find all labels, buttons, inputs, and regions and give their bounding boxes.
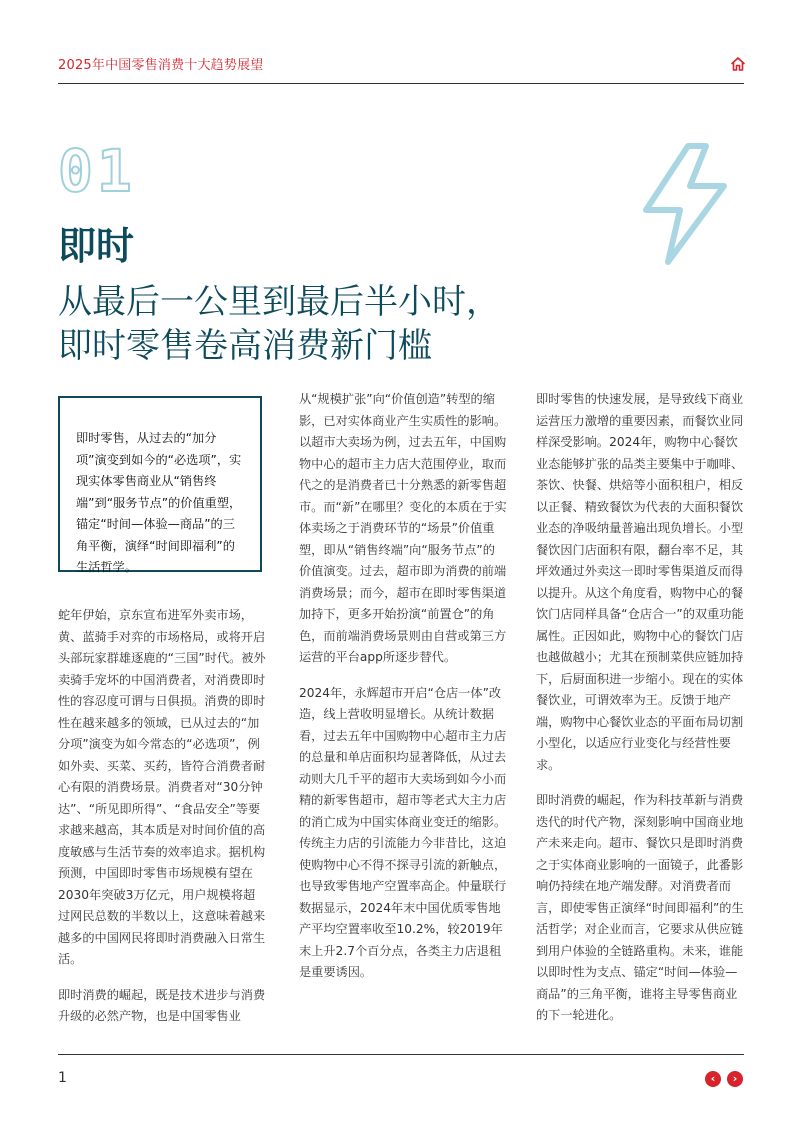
paragraph: 即时零售的快速发展，是导致线下商业运营压力激增的重要因素，而餐饮业同样深受影响。2024年，购物中心餐饮业态能够扩张的品类主要集中于咖啡、茶饮、快餐、烘焙等小面积租户，相反以正餐、精致餐饮为代表的大面积餐饮业态的净吸纳量普遍出现负增长。小型餐饮因门店面积有限，翻台率不足，其坪效通过外卖这一即时零售渠道反而得以提升。从这个角度看，购物中心的餐饮门店同样具备“仓店合一”的双重功能属性。正因如此，购物中心的餐饮门店也越做越小；尤其在预制菜供应链加持下，后厨面积进一步缩小。现在的实体餐饮业，可谓效率为王。反馈于地产端，购物中心餐饮业态的平面布局切割小型化，以适应行业变化与经营性要求。 [536,392,744,772]
paragraph: 即时消费的崛起，作为科技革新与消费迭代的时代产物，深刻影响中国商业地产未来走向。超市、餐饮只是即时消费之于实体商业影响的一面镜子，此番影响仍持续在地产端发酵。对消费者而言，即使零售正演绎“时间即福利”的生活哲学；对企业而言，它要求从供应链到用户体验的全链路重构。未来，谁能以即时性为支点、锚定“时间—体验—商品”的三角平衡，谁将主导零售商业的下一轮进化。 [536,793,744,1022]
previous-page-button[interactable]: ‹ [705,1071,721,1087]
lightning-bolt-icon [636,142,732,266]
paragraph: 从“规模扩张”向“价值创造”转型的缩影，已对实体商业产生实质性的影响。以超市大卖场为例，过去五年，中国购物中心的超市主力店大范围停业，取而代之的是消费者已十分熟悉的新零售超市。而“新”在哪里？变化的本质在于实体卖场之于消费环节的“场景”价值重塑，即从“销售终端”向“服务节点”的价值演变。过去，超市即为消费的前端消费场景；而今，超市在即时零售渠道加持下，更多开始扮演“前置仓”的角色，而前端消费场景则由自营或第三方运营的平台app所逐步替代。 [299,392,507,664]
text-column-3 [536,389,744,1041]
subtitle-line-1: 从最后一公里到最后半小时， [58,282,500,322]
paragraph: 2024年，永辉超市开启“仓店一体”改造，线上营收明显增长。从统计数据看，过去五年中国购物中心超市主力店的总量和单店面积均显著降低，从过去动则大几千平的超市大卖场到如今小而精的新零售超市，超市等老式大主力店的消亡成为中国实体商业变迁的缩影。传统主力店的引流能力今非昔比，这迫使购物中心不得不探寻引流的新触点，也导致零售地产空置率高企。仲量联行数据显示，2024年末中国优质零售地产平均空置率收至10.2%，较2019年末上升2.7个百分点，各类主力店退租是重要诱因。 [299,685,507,979]
report-title: 2025年中国零售消费十大趋势展望 [58,58,264,73]
section-title: 即时 [58,224,135,268]
text-column-1 [58,605,266,1042]
paragraph: 即时消费的崛起，既是技术进步与消费升级的必然产物，也是中国零售业 [58,987,266,1023]
footer-divider [58,1054,744,1055]
header-divider [58,83,744,84]
section-number: 01 [58,137,136,205]
summary-callout [58,396,262,572]
page-number: 1 [58,1070,67,1086]
subtitle-line-2: 即时零售卷高消费新门槛 [58,326,432,366]
section-subtitle [58,280,578,368]
next-page-button[interactable]: › [727,1071,743,1087]
callout-text: 即时零售，从过去的“加分项”演变到如今的“必选项”，实现实体零售商业从“销售终端”到“服务节点”的价值重塑，锚定“时间—体验—商品”的三角平衡，演绎“时间即福利”的生活哲学。 [76,431,242,574]
home-icon[interactable] [730,56,746,72]
paragraph: 蛇年伊始，京东宣布进军外卖市场，黄、蓝骑手对弈的市场格局，或将开启头部玩家群雄逐鹿的“三国”时代。被外卖骑手宠坏的中国消费者，对消费即时性的容忍度可谓与日俱损。消费的即时性在越来越多的领域，已从过去的“加分项”演变为如今常态的“必选项”，例如外卖、买菜、买药，皆符合消费者耐心有限的消费场景。消费者对“30分钟达”、“所见即所得”、“食品安全”等要求越来越高，其本质是对时间价值的高度敏感与生活节奏的效率追求。据机构预测，中国即时零售市场规模有望在2030年突破3万亿元，用户规模将超过网民总数的半数以上，这意味着越来越多的中国网民将即时消费融入日常生活。 [58,608,266,966]
text-column-2 [299,389,507,998]
